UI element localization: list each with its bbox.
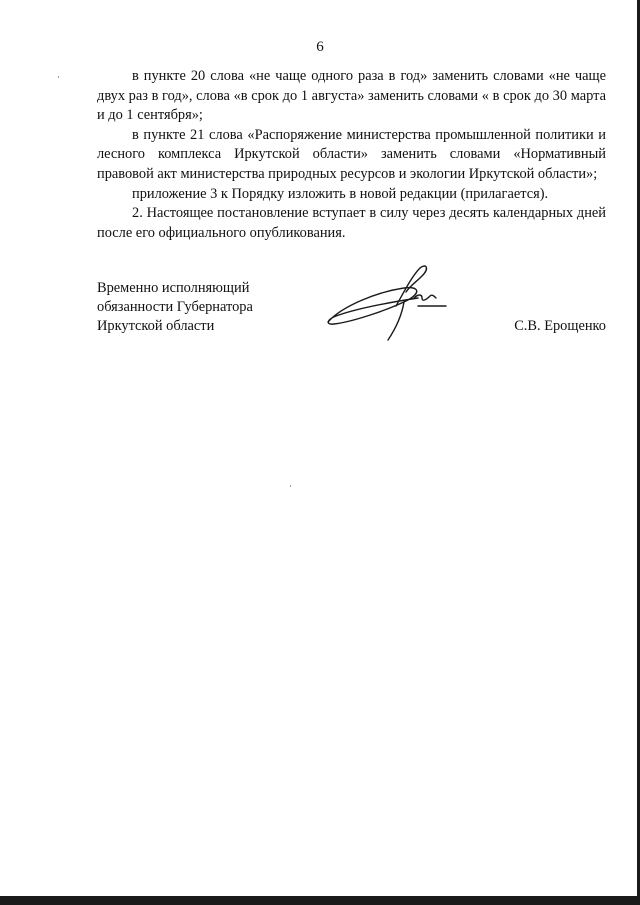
signatory-position-line: Иркутской области — [97, 318, 215, 334]
signatory-position-line: Временно исполняющий — [97, 280, 250, 296]
signatory-name: С.В. Ерощенко — [514, 318, 606, 334]
paragraph: приложение 3 к Порядку изложить в новой редакции (прилагается). — [132, 185, 549, 202]
paragraph: в пункте 20 слова «не чаще одного раза в год» заменить словами «не чаще двух раз в год», слова «в срок до 1 августа» заменить словами « в срок до 30 марта и до 1 сентября»; — [97, 68, 606, 124]
signatory-position — [97, 279, 253, 336]
signatory-position-line: обязанности Губернатора — [97, 299, 253, 315]
paragraph: в пункте 21 слова «Распоряжение министерства промышленной политики и лесного комплекса Иркутской области» заменить словами «Нормативный правовой акт министерства природных ресурсов и экологии Иркутской области»; — [97, 126, 606, 182]
paragraph: 2. Настоящее постановление вступает в силу через десять календарных дней после его официального опубликования. — [97, 205, 606, 241]
document-body — [97, 67, 606, 243]
scan-speck — [58, 76, 59, 78]
handwritten-signature-icon — [322, 262, 452, 342]
scan-edge-bottom — [0, 896, 640, 905]
page-number: 6 — [316, 39, 324, 55]
scan-speck — [290, 485, 291, 487]
